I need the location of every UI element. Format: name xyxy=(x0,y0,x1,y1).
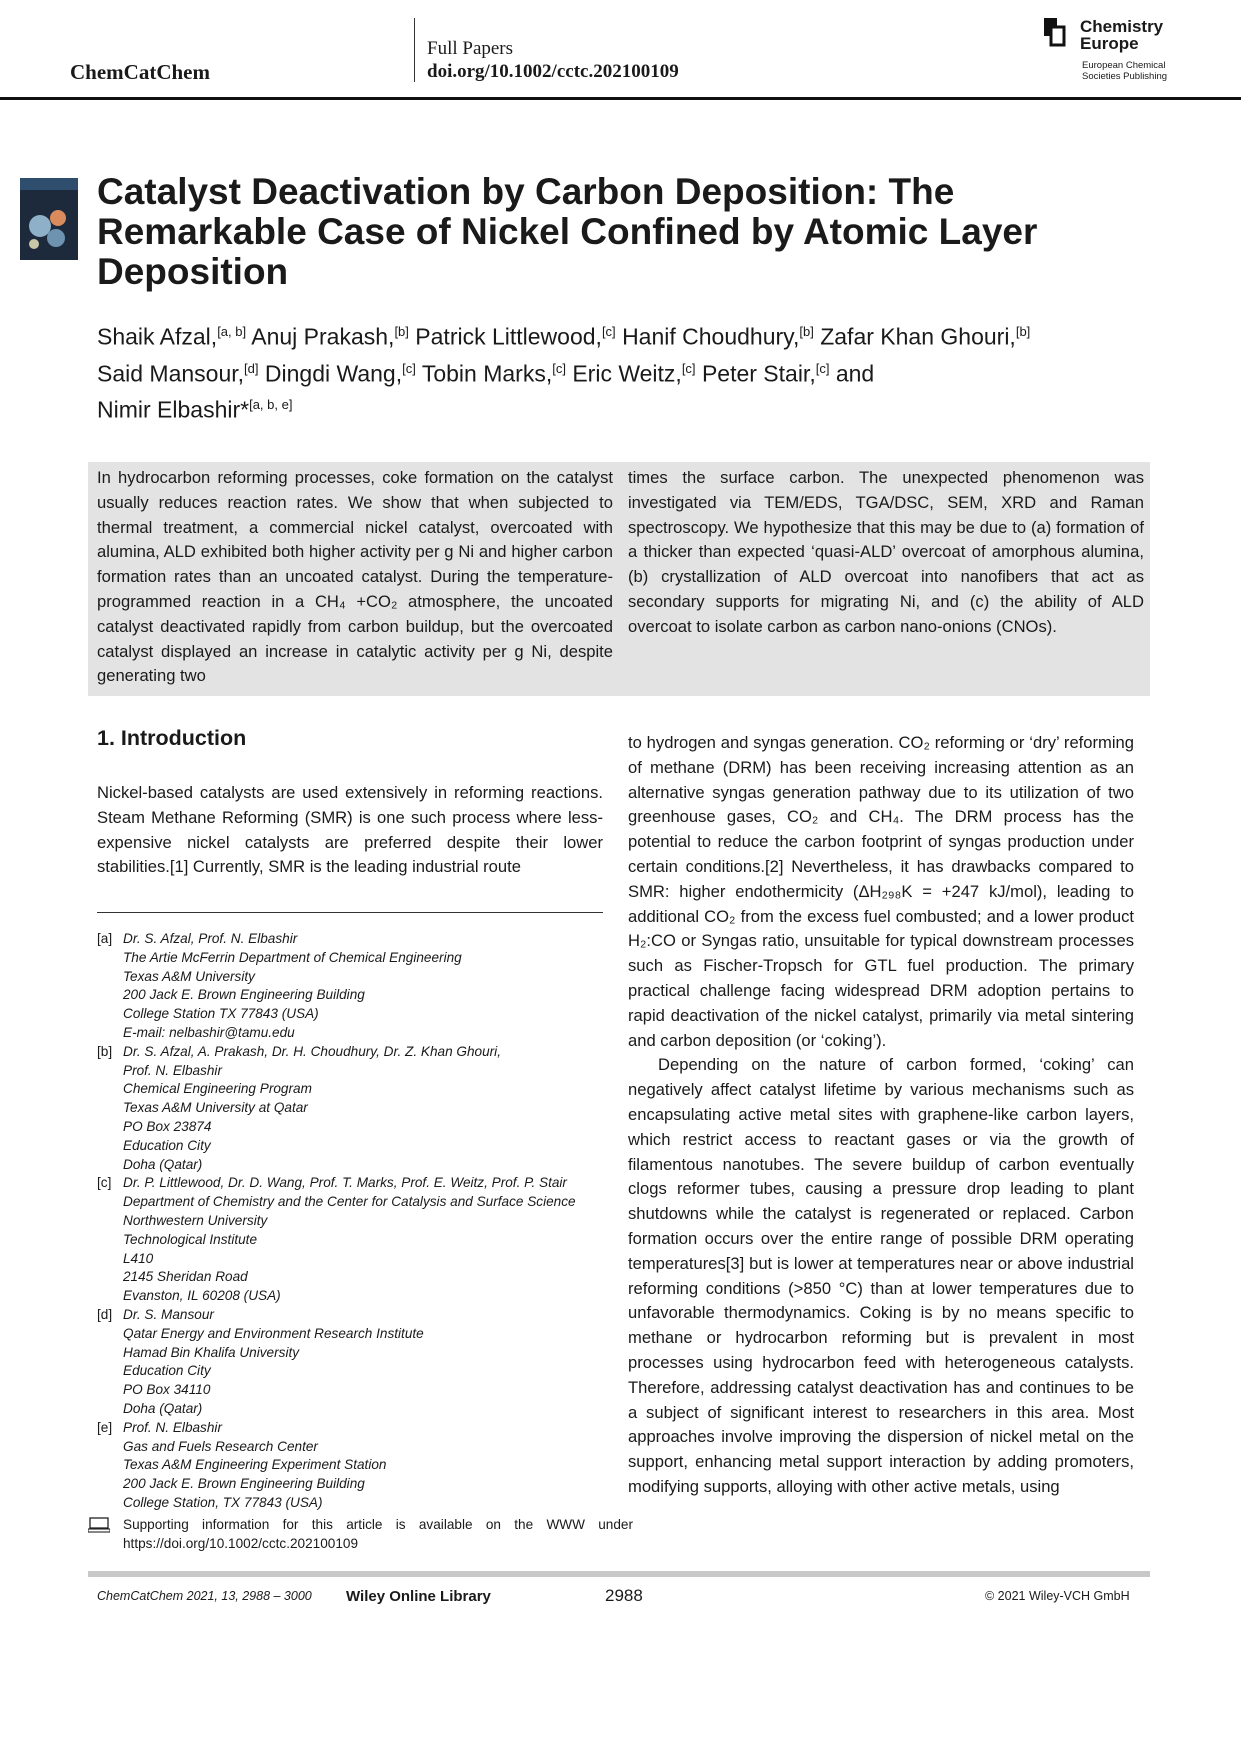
affiliation-entry xyxy=(97,1419,617,1513)
author-affiliation-marker: [b] xyxy=(1015,324,1031,339)
author-affiliation-marker: [d] xyxy=(244,360,259,376)
author-affiliation-marker: [a, b] xyxy=(217,324,247,339)
article-doi-link[interactable]: doi.org/10.1002/cctc.202100109 xyxy=(427,61,679,82)
author-affiliation-marker: [c] xyxy=(681,360,696,376)
affiliation-entry xyxy=(97,1174,617,1306)
author-affiliation-marker: [b] xyxy=(394,324,409,339)
author-affiliation-marker: [c] xyxy=(815,360,830,376)
footer-copyright: © 2021 Wiley-VCH GmbH xyxy=(985,1589,1130,1603)
author-name: Dingdi Wang, xyxy=(264,360,403,387)
footer-library-link[interactable]: Wiley Online Library xyxy=(346,1588,491,1605)
author-affiliation-marker: [c] xyxy=(552,360,566,376)
publisher-subtitle: European Chemical Societies Publishing xyxy=(1082,60,1168,82)
author-affiliation-marker: [c] xyxy=(601,324,616,339)
affiliation-list xyxy=(97,930,617,1513)
chemistry-europe-logo-icon xyxy=(1044,18,1068,48)
header-rule xyxy=(0,97,1241,100)
header-divider xyxy=(414,18,415,82)
journal-name: ChemCatChem xyxy=(70,60,210,84)
author-name: Zafar Khan Ghouri, xyxy=(820,323,1016,350)
affiliation-text: Dr. P. Littlewood, Dr. D. Wang, Prof. T. Marks, Prof. E. Weitz, Prof. P. Stair Department of Chemistry and the Center for Catalysis and Surface Science Northwestern University Technological Institute L410 2145 Sheridan Road Evanston, IL 60208 (USA) xyxy=(123,1175,576,1304)
affiliation-label: [c] xyxy=(97,1175,112,1191)
abstract-right-column xyxy=(628,466,1144,640)
affiliation-label: [a] xyxy=(97,931,113,946)
publisher-name: Chemistry Europe xyxy=(1080,17,1164,53)
author-affiliation-marker: [b] xyxy=(799,324,814,339)
author-affiliation-marker: [a, b, e] xyxy=(249,397,293,413)
intro-paragraph-2: to hydrogen and syngas generation. CO₂ reforming or ‘dry’ reforming of methane (DRM) has been receiving increasing attention as an alternative syngas generation pathway due to its utilization of two greenhouse gases, CO₂ and CH₄. The DRM process has the potential to reduce the carbon footprint of syngas production under certain conditions.[2] Nevertheless, it has drawbacks compared to SMR: higher endothermicity (ΔH₂₉₈K = +247 kJ/mol), leading to additional CO₂ from the excess fuel combusted; and a lower product H₂:CO or Syngas ratio, unsuitable for typical downstream processes such as Fischer-Tropsch for GTL fuel production. The primary practical challenge facing widespread DRM adoption pertains to rapid deactivation of the nickel catalyst, primarily via metal sintering and carbon deposition (or ‘coking’). xyxy=(628,733,1134,1050)
intro-right-column xyxy=(628,731,1134,1500)
section-heading: 1. Introduction xyxy=(97,726,247,750)
affiliation-text: Prof. N. Elbashir Gas and Fuels Research Center Texas A&M Engineering Experiment Station 200 Jack E. Brown Engineering Building College Station, TX 77843 (USA) xyxy=(123,1419,387,1510)
intro-paragraph-3: Depending on the nature of carbon formed, ‘coking’ can negatively affect catalyst lifetime by various mechanisms such as encapsulating active metal sites with graphene-like carbon layers, which restrict access to reactant gases or via the growth of filamentous nanotubes. The severe buildup of carbon eventually clogs reformer tubes, causing a pressure drop leading to plant shutdowns while the catalyst is regenerated or replaced. Carbon formation occurs over the entire range of possible DRM operating temperatures[3] but is lower at temperatures near or above industrial reforming conditions (>850 °C) than at lower temperatures due to unfavorable thermodynamics. Coking is by no means specific to methane or hydrocarbon reforming but is prevalent in most processes using hydrocarbon feed with heterogeneous catalysts. Therefore, addressing catalyst deactivation has and continues to be a subject of significant interest to researchers in this area. Most approaches involve improving the dispersion of nickel metal on the support, enhancing metal support interaction by adding promoters, modifying supports, alloying with other active metals, using xyxy=(628,1055,1134,1496)
page-number: 2988 xyxy=(605,1586,643,1605)
footer-rule xyxy=(88,1571,1150,1577)
author-name: Tobin Marks, xyxy=(421,360,553,387)
author-name: Shaik Afzal, xyxy=(97,323,218,350)
affiliation-text: Dr. S. Afzal, A. Prakash, Dr. H. Choudhury, Dr. Z. Khan Ghouri, Prof. N. Elbashir Chemical Engineering Program Texas A&M University at Qatar PO Box 23874 Education City Doha (Qatar) xyxy=(123,1043,501,1172)
author-name: Eric Weitz, xyxy=(572,360,682,387)
supporting-info-note[interactable]: Supporting information for this article is available on the WWW under https://doi.org/10.1002/cctc.202100109 xyxy=(123,1517,633,1551)
affiliation-entry xyxy=(97,1306,617,1419)
author-name: Hanif Choudhury, xyxy=(622,323,800,350)
footnote-rule xyxy=(97,912,603,913)
affiliation-text: Dr. S. Mansour Qatar Energy and Environment Research Institute Hamad Bin Khalifa University Education City PO Box 34110 Doha (Qatar) xyxy=(123,1306,424,1416)
affiliation-text: Dr. S. Afzal, Prof. N. Elbashir The Artie McFerrin Department of Chemical Engineering Texas A&M University 200 Jack E. Brown Engineering Building College Station TX 77843 (USA) E-mail: nelbashir@tamu.edu xyxy=(123,931,462,1040)
author-name: Peter Stair, xyxy=(701,360,816,387)
author-name: Anuj Prakash, xyxy=(251,323,395,350)
footer-citation: ChemCatChem 2021, 13, 2988 – 3000 xyxy=(97,1589,312,1603)
abstract-text-right: times the surface carbon. The unexpected phenomenon was investigated via TEM/EDS, TGA/DSC, SEM, XRD and Raman spectroscopy. We hypothesize that this may be due to (a) formation of a thicker than expected ‘quasi-ALD’ overcoat of amorphous alumina, (b) crystallization of ALD overcoat into nanofibers that act as secondary supports for migrating Ni, and (c) the ability of ALD overcoat to isolate carbon as carbon nano-onions (CNOs). xyxy=(628,468,1144,636)
affiliation-label: [d] xyxy=(97,1306,113,1322)
intro-left-column xyxy=(97,781,603,880)
article-section: Full Papers xyxy=(427,38,514,59)
affiliation-label: [e] xyxy=(97,1419,113,1435)
author-name: Patrick Littlewood, xyxy=(415,323,602,350)
abstract-left-column xyxy=(97,466,613,689)
affiliation-entry xyxy=(97,930,617,1043)
affiliation-entry xyxy=(97,1043,617,1175)
intro-paragraph-1: Nickel-based catalysts are used extensively in reforming reactions. Steam Methane Reforming (SMR) is one such process where less-expensive nickel catalysts are preferred despite their lower stabilities.[1] Currently, SMR is the leading industrial route xyxy=(97,783,603,877)
author-name: Said Mansour, xyxy=(97,360,245,387)
author-affiliation-marker: [c] xyxy=(402,360,416,376)
journal-cover-icon[interactable] xyxy=(20,178,78,260)
author-name: and xyxy=(835,360,875,387)
abstract-text-left: In hydrocarbon reforming processes, coke formation on the catalyst usually reduces reaction rates. We show that when subjected to thermal treatment, a commercial nickel catalyst, overcoated with alumina, ALD exhibited both higher activity per g Ni and higher carbon formation rates than an uncoated catalyst. During the temperature-programmed reaction in a CH₄ +CO₂ atmosphere, the uncoated catalyst deactivated rapidly from carbon buildup, but the overcoated catalyst displayed an increase in catalytic activity per g Ni, despite generating two xyxy=(97,468,613,686)
author-list xyxy=(97,316,1157,426)
author-name: Nimir Elbashir* xyxy=(97,396,250,423)
article-title: Catalyst Deactivation by Carbon Deposition: The Remarkable Case of Nickel Confined by Atomic Layer Deposition xyxy=(97,171,1038,292)
affiliation-label: [b] xyxy=(97,1043,113,1059)
